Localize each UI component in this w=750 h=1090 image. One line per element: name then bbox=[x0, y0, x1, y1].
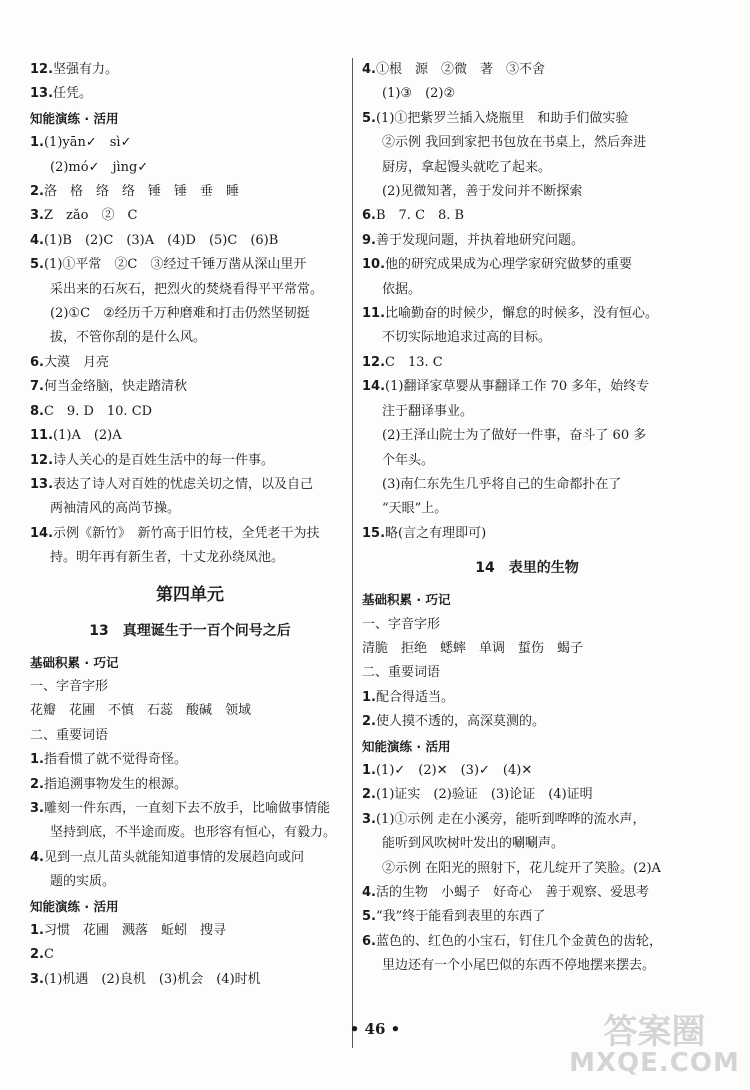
answer-text: 清脆 拒绝 蟋蟀 单调 蜇伤 蝎子 bbox=[362, 640, 584, 656]
answer-text: 二、重要词语 bbox=[30, 727, 109, 743]
answer-text: (1)翻译家草婴从事翻译工作 70 多年，始终专 bbox=[385, 379, 650, 395]
answer-line bbox=[362, 58, 692, 82]
answer-text: 洛 格 络 络 锤 锤 垂 睡 bbox=[43, 184, 239, 200]
answer-continuation: (2)见微知著，善于发问并不断探索 bbox=[382, 184, 583, 200]
lesson-title: 14 表里的生物 bbox=[475, 560, 579, 577]
answer-continuation: 厨房，拿起馒头就吃了起来。 bbox=[382, 159, 552, 175]
answer-line bbox=[362, 522, 692, 546]
answer-text: 任凭。 bbox=[53, 86, 93, 102]
answer-line bbox=[30, 748, 350, 772]
answer-text: (1)①示例 走在小溪旁，能听到哗哗的流水声， bbox=[375, 811, 646, 827]
answer-line bbox=[30, 724, 350, 748]
answer-line bbox=[362, 759, 692, 783]
answer-text: 二、重要词语 bbox=[362, 665, 441, 681]
answer-text: 何当金络脑，快走踏清秋 bbox=[43, 379, 187, 395]
answer-text: 比喻勤奋的时候少，懈怠的时候多，没有恒心。 bbox=[385, 306, 659, 322]
question-number: 2. bbox=[30, 776, 44, 792]
section-heading: 知能演练 · 活用 bbox=[30, 898, 119, 914]
answer-line bbox=[30, 229, 350, 253]
answer-text: 大漠 月亮 bbox=[43, 354, 109, 370]
answer-text: 见到一点儿苗头就能知道事情的发展趋向或问 bbox=[43, 849, 304, 865]
answer-text: C bbox=[43, 947, 54, 963]
section-heading: 基础积累 · 巧记 bbox=[362, 592, 451, 608]
answer-line bbox=[30, 699, 350, 723]
answer-line bbox=[362, 808, 692, 832]
answer-line bbox=[30, 253, 350, 277]
answer-text: (1)证实 (2)验证 (3)论证 (4)证明 bbox=[375, 787, 593, 803]
answer-line bbox=[362, 204, 692, 228]
answer-line bbox=[30, 473, 350, 497]
question-number: 7. bbox=[30, 379, 44, 395]
answer-text: C 9. D 10. CD bbox=[43, 403, 153, 419]
answer-continuation: 拔，不管你刮的是什么风。 bbox=[50, 330, 207, 346]
answer-text: 他的研究成果成为心理学家研究做梦的重要 bbox=[385, 257, 633, 273]
answer-line bbox=[362, 686, 692, 710]
answer-line bbox=[362, 905, 692, 929]
right-column bbox=[362, 58, 692, 979]
section-heading: 知能演练 · 活用 bbox=[30, 110, 119, 126]
answer-continuation: 个年头。 bbox=[382, 452, 435, 468]
section-heading: 基础积累 · 巧记 bbox=[30, 654, 119, 670]
answer-text: 使人摸不透的，高深莫测的。 bbox=[375, 714, 545, 730]
question-number: 3. bbox=[30, 208, 44, 224]
answer-line bbox=[362, 613, 692, 637]
answer-line bbox=[30, 675, 350, 699]
answer-line bbox=[362, 930, 692, 954]
answer-line bbox=[30, 846, 350, 870]
question-number: 13. bbox=[30, 476, 54, 492]
question-number: 5. bbox=[362, 909, 376, 925]
answer-continuation: 两袖清风的高尚节操。 bbox=[50, 501, 181, 517]
answer-continuation: 坚持到底，不半途而废。也形容有恒心，有毅力。 bbox=[50, 825, 337, 841]
question-number: 2. bbox=[362, 714, 376, 730]
answer-text: B 7. C 8. B bbox=[375, 208, 465, 224]
answer-text: 表达了诗人对百姓的忧虑关切之情，以及自己 bbox=[53, 476, 314, 492]
answer-text: 指看惯了就不觉得奇怪。 bbox=[43, 752, 187, 768]
answer-text: 一、字音字形 bbox=[362, 616, 441, 632]
page-number: • 46 • bbox=[349, 1020, 401, 1038]
answer-text: “我”终于能看到表里的东西了 bbox=[375, 909, 546, 925]
answer-text: (1)①平常 ②C ③经过千锤万凿从深山里开 bbox=[43, 257, 307, 273]
question-number: 3. bbox=[30, 971, 44, 987]
section-heading: 知能演练 · 活用 bbox=[362, 738, 451, 754]
answer-text: (1)A (2)A bbox=[53, 428, 122, 444]
unit-title: 第四单元 bbox=[156, 584, 224, 605]
answer-line bbox=[362, 229, 692, 253]
question-number: 14. bbox=[362, 379, 386, 395]
question-number: 10. bbox=[362, 257, 386, 273]
answer-text: (1)✓ (2)✕ (3)✓ (4)✕ bbox=[375, 762, 533, 778]
answer-line bbox=[30, 400, 350, 424]
answer-line bbox=[30, 58, 350, 82]
answer-continuation: (2)①C ②经历千万种磨难和打击仍然坚韧挺 bbox=[50, 306, 310, 322]
question-number: 3. bbox=[30, 800, 44, 816]
answer-line bbox=[30, 797, 350, 821]
watermark-logo bbox=[567, 1000, 742, 1082]
answer-text: 一、字音字形 bbox=[30, 678, 109, 694]
answer-text: (1)①把紫罗兰插入烧瓶里 和助手们做实验 bbox=[375, 110, 629, 126]
answer-text: 活的生物 小蝎子 好奇心 善于观察、爱思考 bbox=[375, 885, 649, 900]
answer-continuation: ②示例 在阳光的照射下，花儿绽开了笑脸。(2)A bbox=[382, 860, 661, 876]
answer-continuation: 能听到风吹树叶发出的唰唰声。 bbox=[382, 836, 565, 852]
answer-continuation: (2)mó✓ jìng✓ bbox=[50, 159, 149, 175]
answer-line bbox=[362, 881, 692, 905]
answer-text: Z zǎo ② C bbox=[43, 208, 138, 224]
answer-text: 蓝色的、红色的小宝石，钉住几个金黄色的齿轮， bbox=[375, 933, 662, 949]
answer-text: 略(言之有理即可) bbox=[385, 525, 487, 541]
answer-line bbox=[362, 351, 692, 375]
answer-line bbox=[30, 375, 350, 399]
answer-line bbox=[362, 710, 692, 734]
answer-text: 善于发现问题，并执着地研究问题。 bbox=[375, 232, 584, 248]
answer-text: (1)yān✓ sì✓ bbox=[43, 135, 132, 151]
answer-continuation: 采出来的石灰石，把烈火的焚烧看得平平常常。 bbox=[50, 281, 324, 297]
lesson-title: 13 真理诞生于一百个问号之后 bbox=[89, 622, 291, 639]
answer-text: C 13. C bbox=[385, 354, 443, 370]
answer-text: 雕刻一件东西，一直刻下去不放手，比喻做事情能 bbox=[43, 800, 330, 816]
answer-text: 习惯 花圃 溅落 蚯蚓 搜寻 bbox=[43, 923, 226, 938]
answer-continuation: 持。明年再有新生者，十丈龙孙绕凤池。 bbox=[50, 550, 285, 566]
question-number: 13. bbox=[30, 86, 54, 102]
answer-text: (1)B (2)C (3)A (4)D (5)C (6)B bbox=[43, 232, 279, 248]
question-number: 12. bbox=[362, 354, 386, 370]
question-number: 2. bbox=[30, 184, 44, 200]
answer-line bbox=[362, 302, 692, 326]
answer-text: 配合得适当。 bbox=[375, 689, 454, 705]
question-number: 15. bbox=[362, 525, 386, 541]
answer-continuation: 不切实际地追求过高的目标。 bbox=[382, 330, 552, 346]
answer-continuation: (3)南仁东先生几乎将自己的生命都扑在了 bbox=[382, 476, 622, 492]
question-number: 2. bbox=[30, 947, 44, 963]
answer-line bbox=[30, 82, 350, 106]
question-number: 2. bbox=[362, 787, 376, 803]
answer-text: 坚强有力。 bbox=[53, 62, 119, 77]
column-divider bbox=[352, 58, 353, 1048]
answer-continuation: (2)王泽山院士为了做好一件事，奋斗了 60 多 bbox=[382, 428, 647, 444]
question-number: 6. bbox=[362, 933, 376, 949]
answer-text: 示例《新竹》 新竹高于旧竹枝，全凭老干为扶 bbox=[53, 525, 320, 541]
answer-line bbox=[30, 522, 350, 546]
question-number: 3. bbox=[362, 811, 376, 827]
answer-continuation: 依据。 bbox=[382, 281, 422, 297]
answer-text: (1)机遇 (2)良机 (3)机会 (4)时机 bbox=[43, 971, 261, 987]
answer-line bbox=[30, 449, 350, 473]
answer-text: ①根 源 ②微 著 ③不舍 bbox=[375, 62, 545, 77]
question-number: 4. bbox=[30, 849, 44, 865]
answer-line bbox=[30, 943, 350, 967]
question-number: 5. bbox=[30, 257, 44, 273]
answer-line bbox=[30, 131, 350, 155]
answer-line bbox=[30, 204, 350, 228]
left-column bbox=[30, 58, 350, 992]
question-number: 6. bbox=[30, 354, 44, 370]
answer-text: 诗人关心的是百姓生活中的每一件事。 bbox=[53, 452, 275, 468]
question-number: 6. bbox=[362, 208, 376, 224]
answer-line bbox=[362, 661, 692, 685]
question-number: 5. bbox=[362, 110, 376, 126]
answer-continuation: 里边还有一个小尾巴似的东西不停地摆来摆去。 bbox=[382, 958, 656, 974]
answer-text: 花瓣 花圃 不慎 石蕊 酸碱 领域 bbox=[30, 703, 252, 719]
question-number: 1. bbox=[30, 923, 44, 938]
question-number: 11. bbox=[362, 306, 386, 322]
answer-continuation: “天眼”上。 bbox=[382, 501, 448, 517]
answer-continuation: ②示例 我回到家把书包放在书桌上，然后奔进 bbox=[382, 135, 647, 151]
question-number: 1. bbox=[30, 752, 44, 768]
answer-text: 指追溯事物发生的根源。 bbox=[43, 776, 187, 792]
answer-continuation: (1)③ (2)② bbox=[382, 86, 456, 102]
question-number: 14. bbox=[30, 525, 54, 541]
answer-line bbox=[30, 773, 350, 797]
question-number: 1. bbox=[362, 689, 376, 705]
question-number: 4. bbox=[30, 232, 44, 248]
answer-line bbox=[30, 919, 350, 943]
answer-line bbox=[362, 637, 692, 661]
answer-line bbox=[362, 783, 692, 807]
question-number: 12. bbox=[30, 452, 54, 468]
question-number: 1. bbox=[30, 135, 44, 151]
answer-line bbox=[362, 375, 692, 399]
question-number: 8. bbox=[30, 403, 44, 419]
answer-line bbox=[362, 107, 692, 131]
question-number: 4. bbox=[362, 62, 376, 77]
question-number: 12. bbox=[30, 62, 54, 77]
question-number: 1. bbox=[362, 762, 376, 778]
answer-line bbox=[30, 424, 350, 448]
answer-line bbox=[30, 180, 350, 204]
answer-line bbox=[30, 968, 350, 992]
question-number: 11. bbox=[30, 428, 54, 444]
question-number: 4. bbox=[362, 885, 376, 900]
answer-line bbox=[30, 351, 350, 375]
watermark-site: MXQE.COM bbox=[569, 1048, 740, 1078]
answer-continuation: 注于翻译事业。 bbox=[382, 403, 474, 419]
watermark-title: 答案圈 bbox=[603, 1012, 706, 1052]
question-number: 9. bbox=[362, 232, 376, 248]
answer-line bbox=[362, 253, 692, 277]
answer-continuation: 题的实质。 bbox=[50, 874, 116, 890]
